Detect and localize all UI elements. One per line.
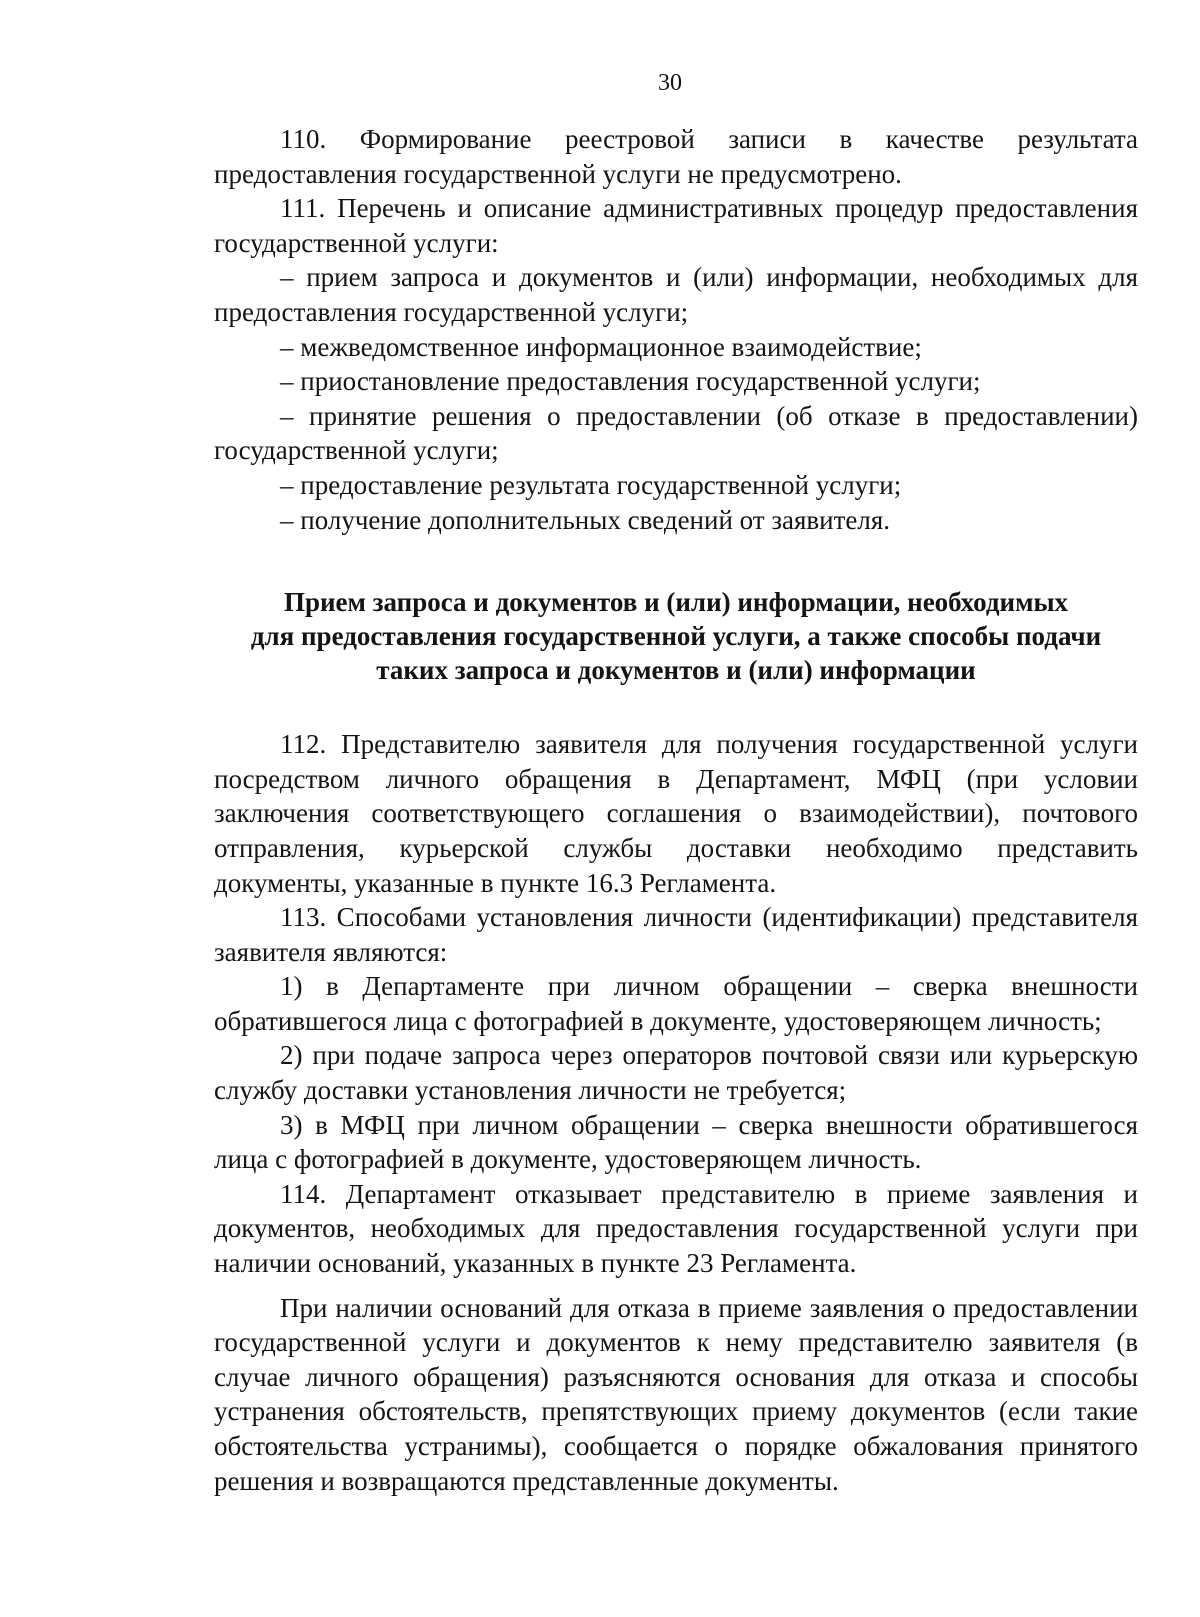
section-heading (214, 585, 1138, 687)
list-item-procedure: – принятие решения о предоставлении (об отказе в предоставлении) государственной услуги; (214, 400, 1138, 466)
list-item-procedure: – межведомственное информационное взаимодействие; (280, 331, 922, 362)
paragraph-111: 111. Перечень и описание административных процедур предоставления государственной услуги: (214, 193, 1138, 258)
paragraph-110: 110. Формирование реестровой записи в качестве результата предоставления государственной услуги не предусмотрено. (214, 124, 1138, 189)
section-heading-line: таких запроса и документов и (или) информации (376, 655, 976, 686)
paragraph-114: 114. Департамент отказывает представителю в приеме заявления и документов, необходимых для предоставления государственной услуги при наличии оснований, указанных в пункте 23 Регламента. (214, 1178, 1138, 1279)
list-item-identification: 3) в МФЦ при личном обращении – сверка внешности обратившегося лица с фотографией в документе, удостоверяющем личность. (214, 1109, 1138, 1175)
section-heading-line: для предоставления государственной услуги, а также способы подачи (250, 621, 1102, 652)
section-heading-line: Прием запроса и документов и (или) информации, необходимых (283, 587, 1069, 618)
list-item-procedure: – прием запроса и документов и (или) информации, необходимых для предоставления государственной услуги; (214, 262, 1138, 327)
list-item-procedure: – получение дополнительных сведений от заявителя. (280, 504, 891, 535)
paragraph-refusal-grounds: При наличии оснований для отказа в приеме заявления о предоставлении государственной услуги и документов к нему представителю заявителя (в случае личного обращения) разъясняются основания для отказа и способы устранения обстоятельств, препятствующих приему документов (если такие обстоятельства устранимы), сообщается о порядке обжалования принятого решения и возвращаются представленные документы. (214, 1292, 1138, 1496)
page-number: 30 (658, 70, 682, 96)
document-body (214, 122, 1138, 1498)
paragraph-112: 112. Представителю заявителя для получения государственной услуги посредством личного обращения в Департамент, МФЦ (при условии заключения соответствующего соглашения о взаимодействии), почтового отправления, курьерской службы доставки необходимо представить документы, указанные в пункте 16.3 Регламента. (214, 729, 1138, 898)
list-item-identification: 1) в Департаменте при личном обращении – сверка внешности обратившегося лица с фотографией в документе, удостоверяющем личность; (214, 971, 1138, 1036)
paragraph-113: 113. Способами установления личности (идентификации) представителя заявителя являются: (214, 902, 1138, 967)
list-item-procedure: – приостановление предоставления государственной услуги; (280, 366, 981, 397)
list-item-procedure: – предоставление результата государственной услуги; (280, 469, 902, 500)
list-item-identification: 2) при подаче запроса через операторов почтовой связи или курьерскую службу доставки установления личности не требуется; (214, 1040, 1138, 1106)
